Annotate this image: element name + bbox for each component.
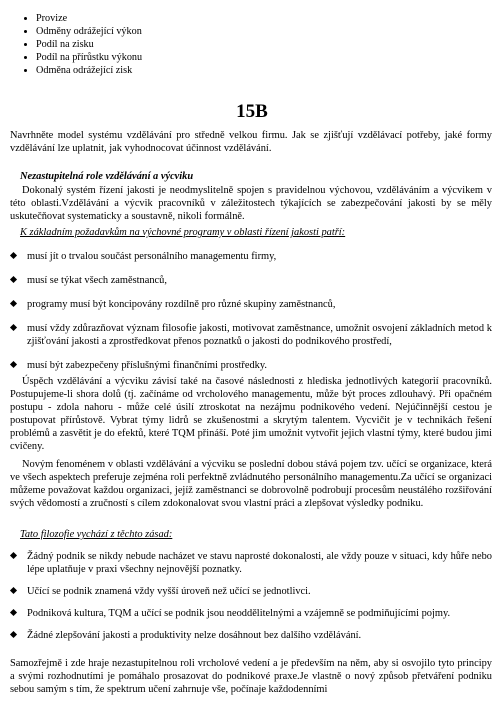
list-item: musí jít o trvalou součást personálního managementu firmy, xyxy=(10,250,492,263)
list-item: Učící se podnik znamená vždy vyšší úroveň než učící se jednotlivci. xyxy=(10,585,492,598)
philosophy-title: Tato filozofie vychází z těchto zásad: xyxy=(20,529,173,540)
list-item: • Podíl na zisku xyxy=(36,38,142,51)
paragraph-2: Úspěch vzdělávání a výcviku závisí také na časové následnosti z hlediska jednotlivých kategorií pracovníků. Postupujeme-li shora dolů (tj. začínáme od vrcholového managementu, může být proces zdlouhavý. Při opačném postupu - zdola nahoru - může celé úsilí ztroskotat na nezájmu podnikového vedení. Nejúčinnější cestou je postupovat přírůstově. Vybrat týmy lidrů se zkušenostmi a skrytým talentem. Vycvičit je v technikách řešení problémů a zasvětit je do efektů, které TQM přináší. Poté jim umožnit vytvořit jejich vlastní týmy, které budou jimi cvičeny. xyxy=(10,376,492,452)
requirements-list xyxy=(10,250,492,372)
paragraph-4: Samozřejmě i zde hraje nezastupitelnou roli vrcholové vedení a je především na něm, aby si osvojilo tyto principy a svými rozhodnutími je pomáhalo prosazovat do podnikové praxe.Je vlastně o nový způsob přetváření podniku sebou samým s tím, že spektrum učení zahrnuje vše, počínaje každodenními xyxy=(10,658,492,695)
diamond-bullet-icon xyxy=(10,552,17,559)
list-item: • Odměny odrážející výkon xyxy=(36,25,142,38)
diamond-bullet-icon xyxy=(10,276,17,283)
philosophy-list xyxy=(10,550,492,642)
list-item: Žádné zlepšování jakosti a produktivity nelze dosáhnout bez dalšího vzdělávání. xyxy=(10,629,492,642)
list-item: musí vždy zdůrazňovat význam filosofie jakosti, motivovat zaměstnance, umožnit osvojení základních metod k zjišťování jakosti a zprostředkovat přenos poznatků o jakosti do podnikového prostředí, xyxy=(10,322,492,348)
subheading: Nezastupitelná role vzdělávání a výcviku xyxy=(20,171,194,182)
diamond-bullet-icon xyxy=(10,587,17,594)
list-item: Podniková kultura, TQM a učící se podnik jsou neoddělitelnými a vzájemně se podmiňujícími pojmy. xyxy=(10,607,492,620)
diamond-bullet-icon xyxy=(10,361,17,368)
diamond-bullet-icon xyxy=(10,631,17,638)
list-item: • Provize xyxy=(36,12,142,25)
requirements-title: K základním požadavkům na výchovné programy v oblasti řízení jakosti patří: xyxy=(20,227,346,238)
compensation-list xyxy=(20,12,142,77)
list-item: programy musí být koncipovány rozdílně pro různé skupiny zaměstnanců, xyxy=(10,298,492,311)
diamond-bullet-icon xyxy=(10,609,17,616)
list-item: • Odměna odrážející zisk xyxy=(36,64,142,77)
diamond-bullet-icon xyxy=(10,252,17,259)
list-item: • Podíl na přírůstku výkonu xyxy=(36,51,142,64)
list-item: Žádný podnik se nikdy nebude nacházet ve stavu naprosté dokonalosti, ale vždy pouze v situaci, kdy hůře nebo lépe uplatňuje v praxi všechny nejnovější poznatky. xyxy=(10,550,492,576)
paragraph-3: Novým fenoménem v oblasti vzdělávání a výcviku se poslední dobou stává pojem tzv. učící se organizace, která ve všech aspektech preferuje zejména roli perfektně zvládnutého personálního managementu.Za učící se organizaci můžeme považovat každou organizaci, jejíž zaměstnanci se dobrovolně podrobují procesům neustálého rozšiřování svých vědomostí a zručností s cílem zdokonalovat svou vlastní práci a zlepšovat výsledky podniku. xyxy=(10,459,492,509)
intro-paragraph: Navrhněte model systému vzdělávání pro středně velkou firmu. Jak se zjišťují vzdělávací potřeby, jaké formy vzdělávání lze uplatnit, jak vyhodnocovat účinnost vzdělávání. xyxy=(10,130,492,154)
list-item: musí se týkat všech zaměstnanců, xyxy=(10,274,492,287)
paragraph-1: Dokonalý systém řízení jakosti je neodmyslitelně spojen s pravidelnou výchovou, vzděláváním a výcvikem v této oblasti.Vzdělávání a výcvik pracovníků v záležitostech týkajících se zabezpečování jakosti by se měly uskutečňovat systematicky a soustavně, nikoli formálně. xyxy=(10,185,492,222)
section-heading: 15B xyxy=(236,101,268,122)
diamond-bullet-icon xyxy=(10,324,17,331)
list-item: musí být zabezpečeny příslušnými finančními prostředky. xyxy=(10,359,492,372)
diamond-bullet-icon xyxy=(10,300,17,307)
